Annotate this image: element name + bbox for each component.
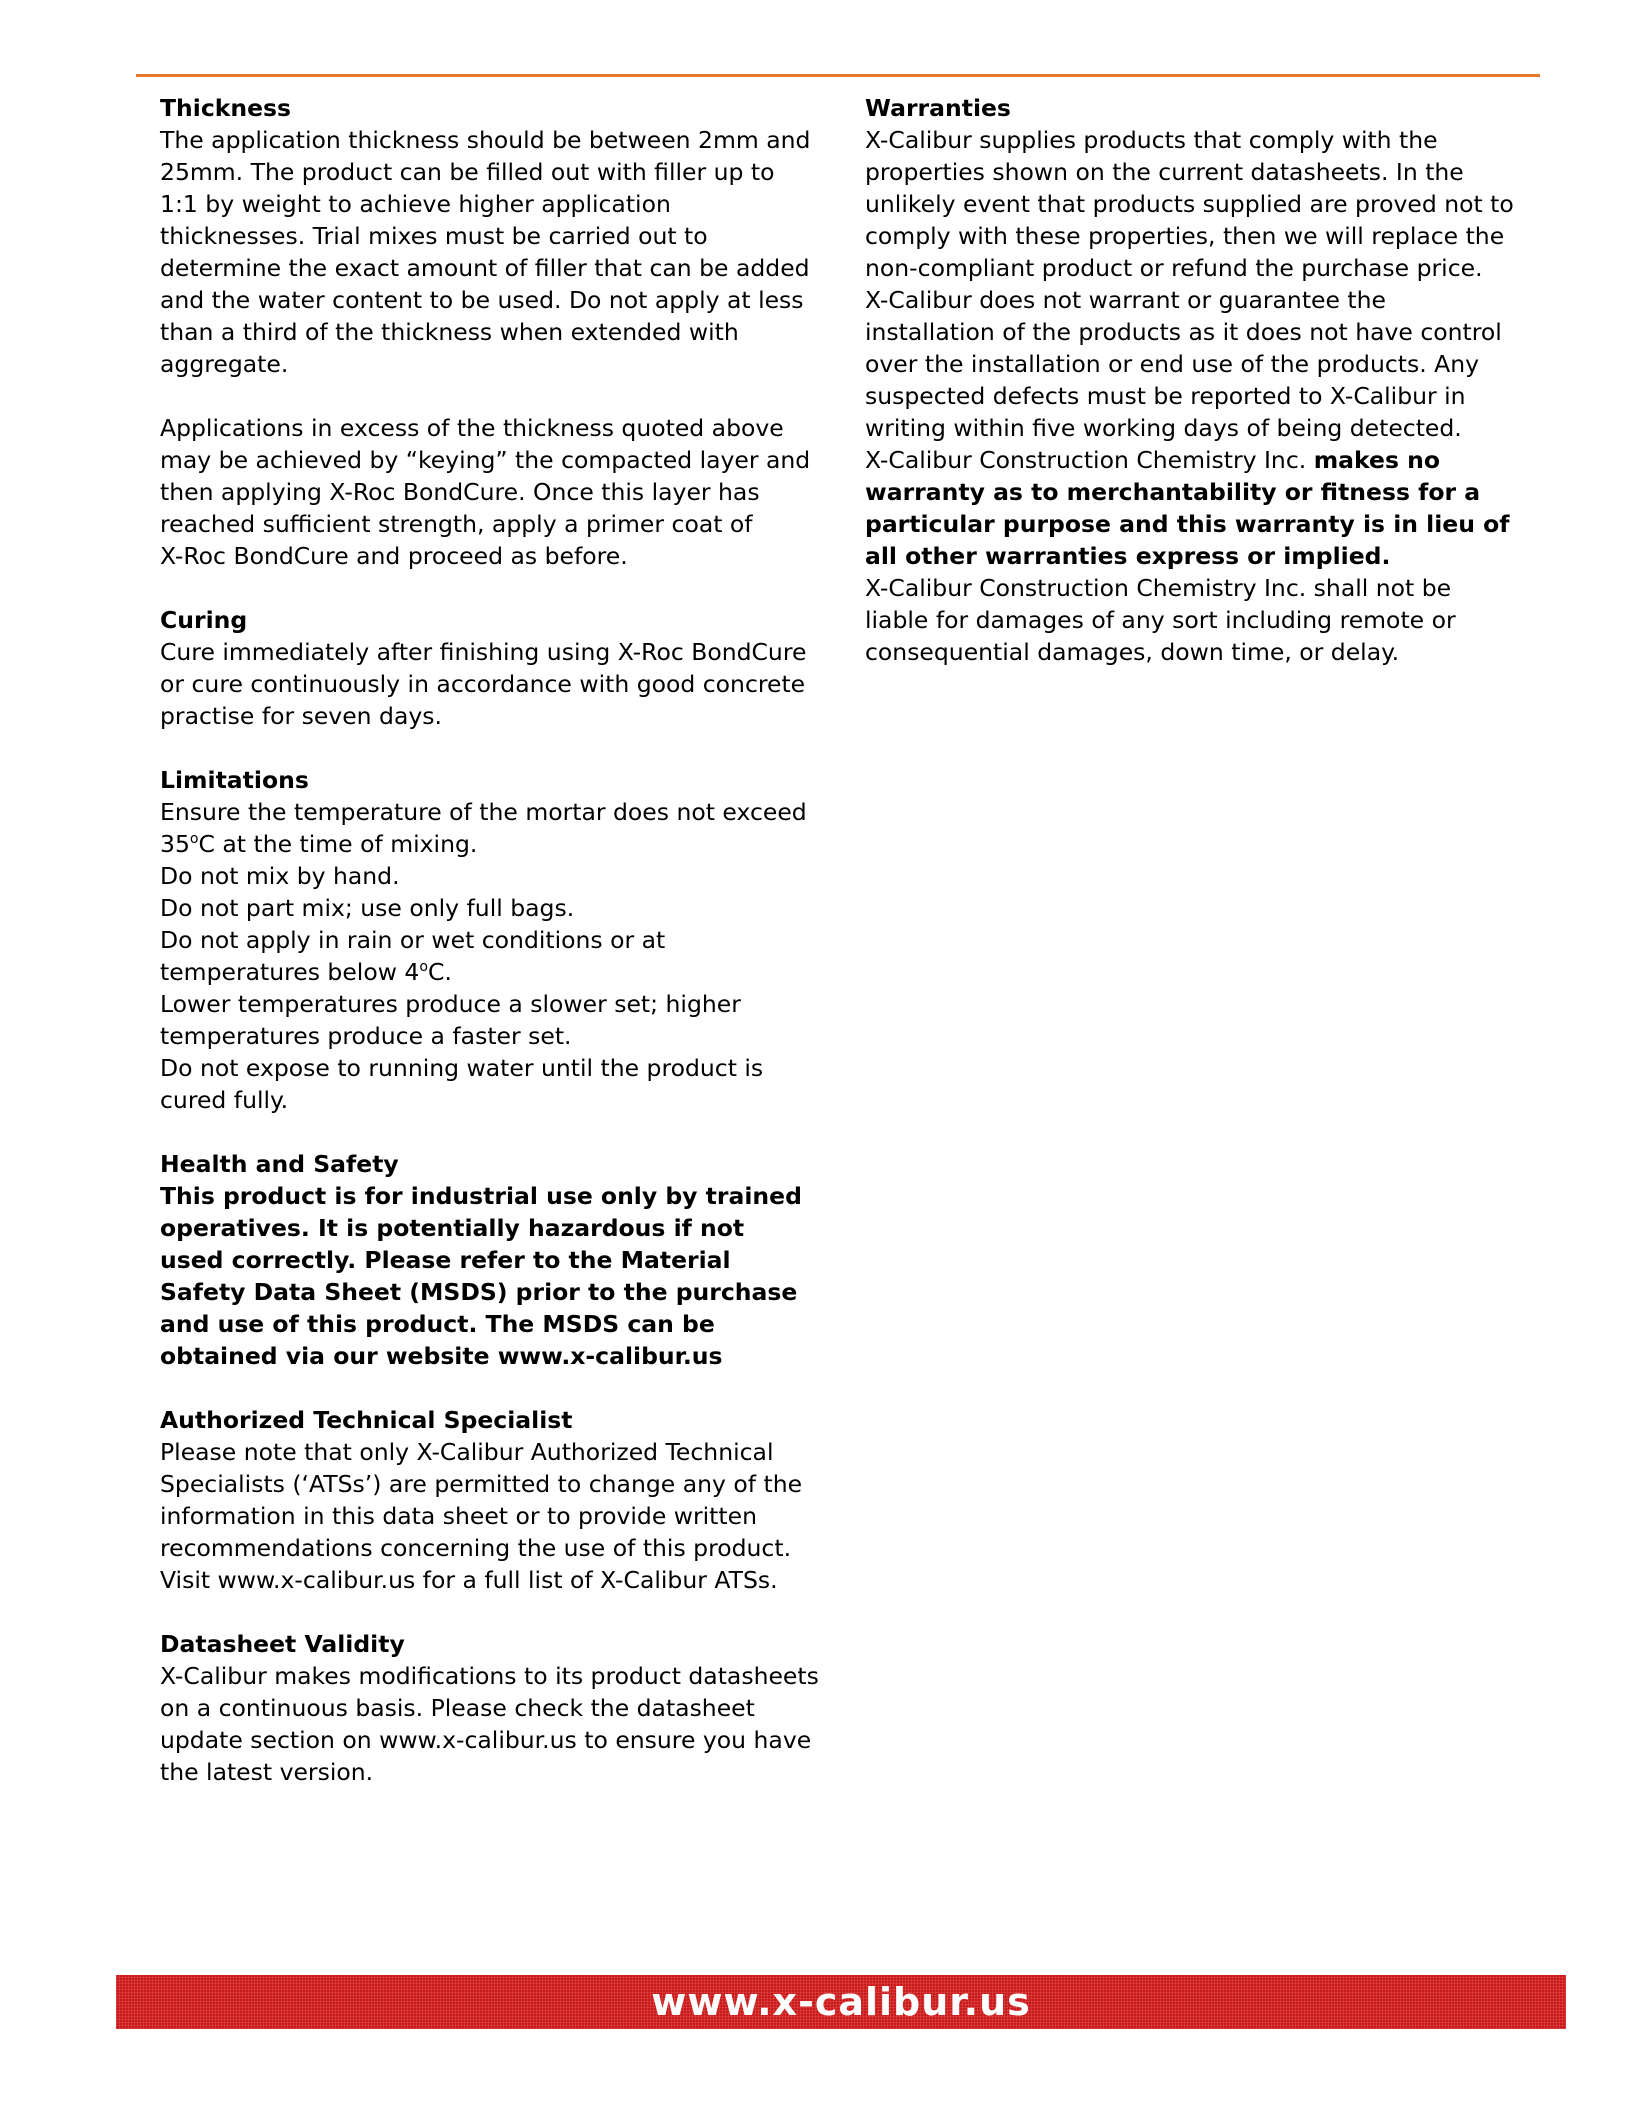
degree-superscript: o: [419, 959, 428, 976]
text-line: Lower temperatures produce a slower set; higher: [160, 990, 741, 1018]
text-line: X-Calibur supplies products that comply with the: [865, 126, 1438, 154]
text-line: Do not expose to running water until the product is: [160, 1054, 764, 1082]
text-line: comply with these properties, then we will replace the: [865, 222, 1505, 250]
text-line: Please note that only X-Calibur Authorized Technical: [160, 1438, 774, 1466]
text-line: the latest version.: [160, 1758, 374, 1786]
section-thickness: [160, 92, 820, 572]
text-line: Applications in excess of the thickness quoted above: [160, 414, 784, 442]
text-line: determine the exact amount of filler that can be added: [160, 254, 810, 282]
footer-website-link[interactable]: www.x-calibur.us: [651, 1980, 1031, 2024]
text-line: The application thickness should be between 2mm and: [160, 126, 811, 154]
text-line: or cure continuously in accordance with good concrete: [160, 670, 806, 698]
text-line: thicknesses. Trial mixes must be carried out to: [160, 222, 708, 250]
text-line: X-Calibur Construction Chemistry Inc. shall not be: [865, 574, 1452, 602]
disclaimer-text-line: particular purpose and this warranty is in lieu of: [865, 510, 1510, 538]
text-line: [160, 828, 820, 860]
text-line: properties shown on the current datasheets. In the: [865, 158, 1464, 186]
text-line: X-Roc BondCure and proceed as before.: [160, 542, 628, 570]
section-warranties: [865, 92, 1525, 668]
heading-datasheet-validity: Datasheet Validity: [160, 1630, 405, 1658]
text-line: [865, 444, 1525, 476]
text-line: Do not part mix; use only full bags.: [160, 894, 575, 922]
right-column: [865, 92, 1525, 700]
text-line: [160, 956, 820, 988]
text-line: consequential damages, down time, or delay.: [865, 638, 1400, 666]
text-line: update section on www.x-calibur.us to ensure you have: [160, 1726, 812, 1754]
footer-bar: [116, 1975, 1566, 2029]
degree-superscript: o: [189, 831, 199, 848]
text-line: 1:1 by weight to achieve higher application: [160, 190, 671, 218]
warning-text-line: obtained via our website www.x-calibur.us: [160, 1342, 723, 1370]
section-limitations: [160, 764, 820, 1116]
heading-health-safety: Health and Safety: [160, 1150, 399, 1178]
text-fragment: C.: [427, 958, 452, 986]
text-line: cured fully.: [160, 1086, 289, 1114]
text-line: 25mm. The product can be filled out with filler up to: [160, 158, 775, 186]
text-line: installation of the products as it does not have control: [865, 318, 1502, 346]
text-line: than a third of the thickness when extended with: [160, 318, 739, 346]
text-line: Cure immediately after finishing using X-Roc BondCure: [160, 638, 807, 666]
text-line: X-Calibur does not warrant or guarantee the: [865, 286, 1386, 314]
heading-warranties: Warranties: [865, 94, 1011, 122]
text-line: aggregate.: [160, 350, 289, 378]
text-line: recommendations concerning the use of this product.: [160, 1534, 792, 1562]
heading-limitations: Limitations: [160, 766, 309, 794]
text-line: Do not apply in rain or wet conditions or at: [160, 926, 666, 954]
text-line: unlikely event that products supplied are proved not to: [865, 190, 1514, 218]
text-line: reached sufficient strength, apply a primer coat of: [160, 510, 753, 538]
text-line: suspected defects must be reported to X-Calibur in: [865, 382, 1466, 410]
header-divider-line: [136, 74, 1540, 77]
text-fragment: C at the time of mixing.: [198, 830, 478, 858]
heading-thickness: Thickness: [160, 94, 292, 122]
paragraph-gap: [160, 380, 820, 412]
warning-text-line: Safety Data Sheet (MSDS) prior to the purchase: [160, 1278, 798, 1306]
heading-ats: Authorized Technical Specialist: [160, 1406, 573, 1434]
text-line: Ensure the temperature of the mortar does not exceed: [160, 798, 807, 826]
left-column: [160, 92, 820, 1820]
warning-text-line: used correctly. Please refer to the Material: [160, 1246, 731, 1274]
text-line: temperatures produce a faster set.: [160, 1022, 572, 1050]
disclaimer-text-line: warranty as to merchantability or fitness for a: [865, 478, 1481, 506]
section-health-safety: [160, 1148, 820, 1372]
heading-curing: Curing: [160, 606, 248, 634]
text-line: information in this data sheet or to provide written: [160, 1502, 757, 1530]
text-fragment: 35: [160, 830, 190, 858]
text-fragment: X-Calibur Construction Chemistry Inc.: [865, 446, 1314, 474]
text-line: non-compliant product or refund the purchase price.: [865, 254, 1483, 282]
section-authorized-technical-specialist: [160, 1404, 820, 1596]
text-line: Specialists (‘ATSs’) are permitted to change any of the: [160, 1470, 803, 1498]
section-curing: [160, 604, 820, 732]
warning-text-line: operatives. It is potentially hazardous if not: [160, 1214, 745, 1242]
text-line: writing within five working days of being detected.: [865, 414, 1462, 442]
text-line: may be achieved by “keying” the compacted layer and: [160, 446, 811, 474]
text-line: X-Calibur makes modifications to its product datasheets: [160, 1662, 819, 1690]
warning-text-line: and use of this product. The MSDS can be: [160, 1310, 715, 1338]
text-line: then applying X-Roc BondCure. Once this layer has: [160, 478, 760, 506]
text-line: on a continuous basis. Please check the datasheet: [160, 1694, 755, 1722]
disclaimer-fragment: makes no: [1313, 446, 1441, 474]
text-line: over the installation or end use of the products. Any: [865, 350, 1480, 378]
text-line: practise for seven days.: [160, 702, 442, 730]
text-line: Do not mix by hand.: [160, 862, 400, 890]
text-line: Visit www.x-calibur.us for a full list of X-Calibur ATSs.: [160, 1566, 778, 1594]
section-datasheet-validity: [160, 1628, 820, 1788]
text-line: and the water content to be used. Do not apply at less: [160, 286, 804, 314]
disclaimer-text-line: all other warranties express or implied.: [865, 542, 1391, 570]
warning-text-line: This product is for industrial use only by trained: [160, 1182, 802, 1210]
text-fragment: temperatures below 4: [160, 958, 420, 986]
text-line: liable for damages of any sort including remote or: [865, 606, 1456, 634]
